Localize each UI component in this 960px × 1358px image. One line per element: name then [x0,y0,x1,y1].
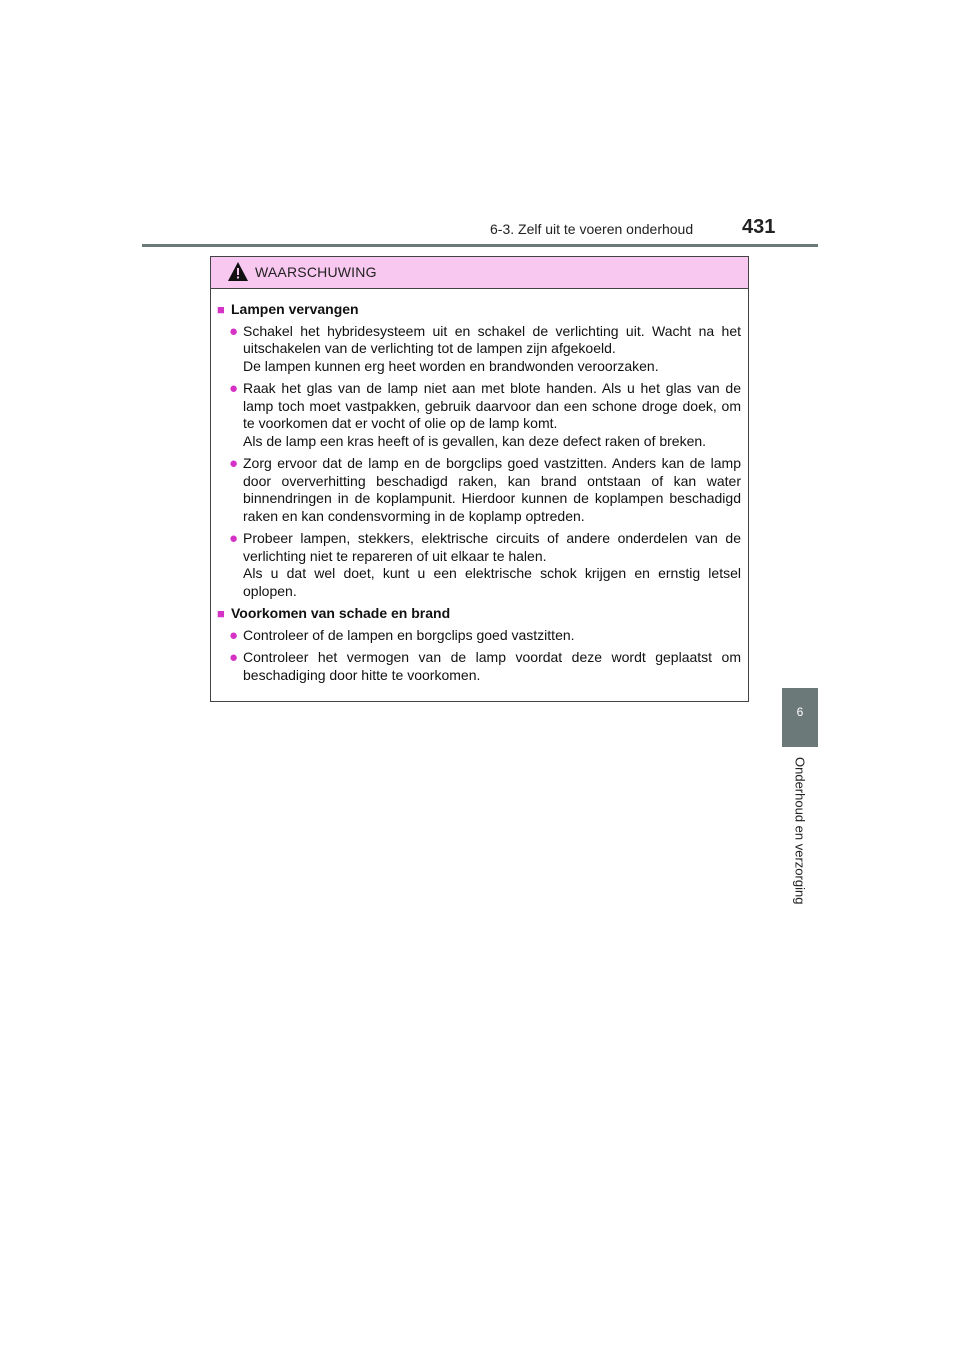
round-bullet-icon: ● [229,322,239,340]
list-item-text: Probeer lampen, stekkers, elektrische circuits of andere onderdelen van de verlichting niet te repareren of uit elkaar te halen. Als u dat wel doet, kunt u een elektrische schok krijgen en ernstig letsel oplopen. [243,530,741,599]
list-item-text: Zorg ervoor dat de lamp en de borgclips goed vastzitten. Anders kan de lamp door oververhitting beschadigd raken, kan brand ontstaan of kan water binnendringen in de koplampunit. Hierdoor kunnen de koplampen beschadigd raken en kan condensvorming in de koplamp optreden. [243,455,741,524]
list-item [229,323,741,376]
list-item [229,627,741,645]
round-bullet-icon: ● [229,455,239,472]
section-title: 6-3. Zelf uit te voeren onderhoud [490,221,694,237]
list-item-text: Controleer of de lampen en borgclips goed vastzitten. [243,626,575,643]
page-number: 431 [742,216,776,238]
list-item [229,530,741,600]
warning-body [211,289,748,684]
warning-header [211,257,748,289]
section-heading [217,301,741,319]
section-heading [217,605,741,623]
list-item-text: Controleer het vermogen van de lamp voordat deze wordt geplaatst om beschadiging door hitte te voorkomen. [243,649,741,683]
header-rule [142,244,818,247]
warning-title: WAARSCHUWING [255,264,377,280]
list-item [229,649,741,684]
list-item-text: Raak het glas van de lamp niet aan met blote handen. Als u het glas van de lamp toch moet vastpakken, gebruik daarvoor dan een schone droge doek, om te voorkomen dat er vocht of olie op de lamp komt. Als de lamp een kras heeft of is gevallen, kan deze defect raken of breken. [243,380,741,449]
round-bullet-icon: ● [229,649,239,666]
section-heading-text: Voorkomen van schade en brand [231,605,451,621]
round-bullet-icon: ● [229,380,239,397]
round-bullet-icon: ● [229,626,239,644]
list-item [229,380,741,450]
warning-box [210,256,749,702]
list-item-text: Schakel het hybridesysteem uit en schakel de verlichting uit. Wacht na het uitschakelen van de verlichting tot de lampen zijn afgekoeld. De lampen kunnen erg heet worden en brandwonden veroorzaken. [243,322,741,374]
section-heading-text: Lampen vervangen [231,301,359,317]
list-item [229,455,741,525]
chapter-title: Onderhoud en verzorging [792,757,808,905]
warning-triangle-icon [227,261,249,283]
square-bullet-icon: ■ [217,606,225,621]
round-bullet-icon: ● [229,530,239,547]
square-bullet-icon: ■ [217,302,225,317]
chapter-number: 6 [796,705,804,719]
chapter-tab [782,688,818,747]
